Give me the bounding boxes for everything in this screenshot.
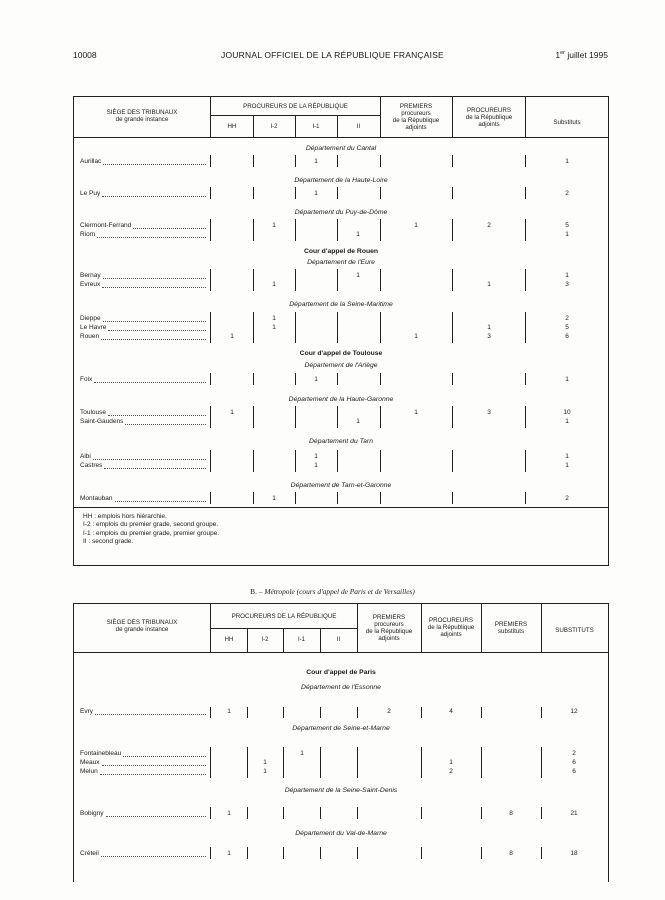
rule bbox=[74, 507, 608, 508]
court-heading: Cour d'appel de Paris bbox=[306, 669, 376, 676]
column-tick bbox=[452, 450, 453, 472]
column-tick bbox=[253, 406, 254, 428]
header-premiers-substituts: PREMIERS substituts bbox=[494, 621, 528, 635]
column-tick bbox=[247, 707, 248, 718]
cell-pp: 1 bbox=[414, 409, 418, 416]
department-heading: Département de la Seine-Maritime bbox=[289, 301, 393, 308]
cell-s: 21 bbox=[570, 810, 578, 817]
table-2-body bbox=[74, 652, 608, 882]
cell-s: 1 bbox=[565, 231, 569, 238]
tribunal-name: Rouen bbox=[80, 333, 100, 340]
column-tick bbox=[253, 492, 254, 504]
column-tick bbox=[452, 155, 453, 167]
dot-leader bbox=[103, 155, 206, 165]
column-tick bbox=[525, 373, 526, 385]
column-tick bbox=[525, 406, 526, 428]
header-procureurs: PROCUREURS DE LA RÉPUBLIQUE bbox=[243, 103, 348, 110]
rule bbox=[253, 115, 254, 137]
cell-s: 1 bbox=[565, 272, 569, 279]
cell-ps: 8 bbox=[509, 850, 513, 857]
tribunal-name: Bernay bbox=[80, 272, 101, 279]
cell-pa: 4 bbox=[449, 708, 453, 715]
publication-date: 1er juillet 1995 bbox=[555, 50, 608, 60]
cell-s: 12 bbox=[570, 708, 578, 715]
column-tick bbox=[481, 747, 482, 778]
cell-i1: 1 bbox=[314, 376, 318, 383]
header-procureurs-adjoints: PROCUREURS de la République adjoints bbox=[427, 617, 475, 638]
column-tick bbox=[320, 807, 321, 819]
column-tick bbox=[337, 187, 338, 199]
column-tick bbox=[337, 269, 338, 291]
cell-pa: 1 bbox=[487, 281, 491, 288]
column-tick bbox=[210, 373, 211, 385]
column-tick bbox=[380, 269, 381, 291]
column-tick bbox=[357, 807, 358, 819]
column-tick bbox=[295, 406, 296, 428]
column-tick bbox=[337, 155, 338, 167]
column-tick bbox=[210, 219, 211, 241]
department-heading: Département de Tarn-et-Garonne bbox=[290, 482, 392, 489]
cell-s: 1 bbox=[565, 158, 569, 165]
column-tick bbox=[421, 807, 422, 819]
cell-pa: 1 bbox=[449, 759, 453, 766]
table-row bbox=[74, 707, 608, 716]
dot-leader bbox=[102, 278, 206, 288]
column-tick bbox=[253, 312, 254, 343]
cell-s: 2 bbox=[565, 315, 569, 322]
cell-s: 6 bbox=[572, 768, 576, 775]
dot-leader bbox=[106, 807, 206, 817]
court-heading: Cour d'appel de Toulouse bbox=[299, 350, 383, 357]
table-row bbox=[74, 157, 608, 166]
column-tick bbox=[295, 187, 296, 199]
header-substituts: Substituts bbox=[553, 119, 581, 126]
dot-leader bbox=[115, 492, 206, 502]
column-tick bbox=[380, 219, 381, 241]
column-tick bbox=[247, 807, 248, 819]
cell-s: 1 bbox=[565, 418, 569, 425]
column-tick bbox=[421, 707, 422, 718]
department-heading: Département de la Haute-Loire bbox=[294, 177, 388, 184]
column-tick bbox=[253, 219, 254, 241]
tribunal-name: Saint-Gaudens bbox=[80, 418, 124, 425]
tribunal-name: Riom bbox=[80, 231, 96, 238]
dot-leader bbox=[125, 415, 206, 425]
dot-leader bbox=[95, 705, 206, 715]
dot-leader bbox=[97, 228, 206, 238]
cell-hh: 1 bbox=[227, 850, 231, 857]
rule bbox=[247, 628, 248, 652]
column-tick bbox=[210, 312, 211, 343]
cell-s: 10 bbox=[563, 409, 571, 416]
header-siege: SIÈGE DES TRIBUNAUX de grande instance bbox=[106, 619, 178, 633]
subheader-i1: I-1 bbox=[297, 637, 305, 643]
header-siege: SIÈGE DES TRIBUNAUX de grande instance bbox=[106, 109, 178, 123]
rule bbox=[320, 628, 321, 652]
tribunal-name: Bobigny bbox=[80, 810, 104, 817]
table-row bbox=[74, 230, 608, 239]
department-heading: Département de l'Essonne bbox=[301, 684, 381, 691]
column-tick bbox=[295, 219, 296, 241]
cell-ii: 1 bbox=[356, 272, 360, 279]
legend-hh: HH : emplois hors hiérarchie. bbox=[83, 513, 167, 520]
column-tick bbox=[210, 707, 211, 718]
cell-s: 3 bbox=[565, 281, 569, 288]
rule bbox=[421, 604, 422, 652]
tribunal-name: Aurillac bbox=[80, 158, 102, 165]
table-row bbox=[74, 809, 608, 818]
column-tick bbox=[380, 373, 381, 385]
cell-i2: 1 bbox=[272, 281, 276, 288]
column-tick bbox=[337, 373, 338, 385]
column-tick bbox=[525, 155, 526, 167]
tribunal-name: Melun bbox=[80, 768, 98, 775]
column-tick bbox=[380, 155, 381, 167]
department-heading: Département du Puy-de-Dôme bbox=[294, 209, 388, 216]
column-tick bbox=[320, 747, 321, 778]
cell-i1: 1 bbox=[314, 158, 318, 165]
column-tick bbox=[210, 269, 211, 291]
legend bbox=[83, 513, 219, 547]
cell-s: 6 bbox=[565, 333, 569, 340]
cell-s: 18 bbox=[570, 850, 578, 857]
column-tick bbox=[210, 450, 211, 472]
column-tick bbox=[247, 847, 248, 859]
subheader-hh: HH bbox=[224, 637, 234, 643]
column-tick bbox=[283, 807, 284, 819]
cell-pa: 3 bbox=[487, 333, 491, 340]
rule bbox=[452, 97, 453, 137]
column-tick bbox=[541, 847, 542, 859]
column-tick bbox=[247, 747, 248, 778]
column-tick bbox=[357, 747, 358, 778]
table-row bbox=[74, 849, 608, 858]
tribunal-name: Clermont-Ferrand bbox=[80, 222, 132, 229]
cell-i2: 1 bbox=[263, 768, 267, 775]
page-header bbox=[0, 50, 665, 64]
cell-s: 2 bbox=[565, 495, 569, 502]
tribunal-name: Fontainebleau bbox=[80, 750, 122, 757]
column-tick bbox=[283, 747, 284, 778]
column-tick bbox=[210, 406, 211, 428]
page-number: 10008 bbox=[73, 50, 97, 60]
column-tick bbox=[452, 373, 453, 385]
cell-hh: 1 bbox=[230, 409, 234, 416]
tribunal-name: Créteil bbox=[80, 850, 99, 857]
table-row bbox=[74, 767, 608, 776]
cell-i1: 1 bbox=[314, 462, 318, 469]
column-tick bbox=[210, 492, 211, 504]
dot-leader bbox=[101, 847, 206, 857]
column-tick bbox=[210, 155, 211, 167]
column-tick bbox=[295, 312, 296, 343]
column-tick bbox=[337, 219, 338, 241]
column-tick bbox=[525, 492, 526, 504]
cell-i1: 1 bbox=[300, 750, 304, 757]
rule bbox=[210, 604, 211, 652]
column-tick bbox=[481, 807, 482, 819]
dot-leader bbox=[104, 459, 206, 469]
rule bbox=[541, 604, 542, 652]
column-tick bbox=[525, 269, 526, 291]
column-tick bbox=[380, 492, 381, 504]
cell-hh: 1 bbox=[230, 333, 234, 340]
column-tick bbox=[253, 269, 254, 291]
header-premiers-procureurs: PREMIERS procureurs de la République adjoints bbox=[392, 103, 440, 131]
column-tick bbox=[210, 807, 211, 819]
cell-s: 1 bbox=[565, 376, 569, 383]
dot-leader bbox=[94, 373, 206, 383]
table-row bbox=[74, 494, 608, 503]
table-row bbox=[74, 189, 608, 198]
subheader-i2: I-2 bbox=[270, 124, 278, 130]
cell-pa: 2 bbox=[487, 222, 491, 229]
department-heading: Département de la Haute-Garonne bbox=[288, 396, 394, 403]
column-tick bbox=[421, 847, 422, 859]
column-tick bbox=[380, 187, 381, 199]
cell-s: 1 bbox=[565, 453, 569, 460]
tribunal-name: Foix bbox=[80, 376, 93, 383]
table-row bbox=[74, 280, 608, 289]
tribunal-name: Meaux bbox=[80, 759, 100, 766]
cell-pa: 1 bbox=[487, 324, 491, 331]
table-1-body bbox=[74, 137, 608, 507]
rule bbox=[481, 604, 482, 652]
cell-ii: 1 bbox=[356, 418, 360, 425]
subheader-hh: HH bbox=[227, 124, 237, 130]
column-tick bbox=[452, 219, 453, 241]
column-tick bbox=[380, 312, 381, 343]
column-tick bbox=[295, 155, 296, 167]
column-tick bbox=[210, 187, 211, 199]
tribunal-name: Evreux bbox=[80, 281, 101, 288]
subheader-ii: II bbox=[336, 637, 341, 643]
department-heading: Département du Cantal bbox=[305, 145, 377, 152]
cell-pp: 1 bbox=[414, 333, 418, 340]
dot-leader bbox=[102, 187, 206, 197]
column-tick bbox=[452, 406, 453, 428]
cell-s: 2 bbox=[565, 190, 569, 197]
allocation-table-2 bbox=[73, 603, 609, 882]
tribunal-name: Le Havre bbox=[80, 324, 107, 331]
cell-i2: 1 bbox=[263, 759, 267, 766]
column-tick bbox=[295, 373, 296, 385]
rule bbox=[283, 628, 284, 652]
department-heading: Département du Tarn bbox=[309, 438, 373, 445]
column-tick bbox=[295, 450, 296, 472]
tribunal-name: Montauban bbox=[80, 495, 113, 502]
cell-pa: 3 bbox=[487, 409, 491, 416]
cell-i2: 1 bbox=[272, 315, 276, 322]
department-heading: Département du Val-de-Marne bbox=[295, 830, 387, 837]
cell-s: 5 bbox=[565, 324, 569, 331]
column-tick bbox=[210, 847, 211, 859]
legend-i2: I-2 : emplois du premier grade, second groupe. bbox=[83, 521, 219, 529]
cell-s: 2 bbox=[572, 750, 576, 757]
header-procureurs: PROCUREURS DE LA RÉPUBLIQUE bbox=[231, 613, 337, 620]
cell-ii: 1 bbox=[356, 231, 360, 238]
column-tick bbox=[295, 492, 296, 504]
column-tick bbox=[481, 847, 482, 859]
rule bbox=[211, 628, 357, 629]
tribunal-name: Dieppe bbox=[80, 315, 101, 322]
rule bbox=[525, 97, 526, 137]
column-tick bbox=[320, 847, 321, 859]
column-tick bbox=[541, 747, 542, 778]
column-tick bbox=[452, 187, 453, 199]
header-premiers-procureurs: PREMIERS procureurs de la République adjoints bbox=[365, 614, 413, 642]
column-tick bbox=[253, 187, 254, 199]
cell-ps: 8 bbox=[509, 810, 513, 817]
tribunal-name: Evry bbox=[80, 708, 93, 715]
column-tick bbox=[421, 747, 422, 778]
table-row bbox=[74, 461, 608, 470]
subheader-ii: II bbox=[356, 124, 361, 130]
column-tick bbox=[295, 269, 296, 291]
table-row bbox=[74, 375, 608, 384]
rule bbox=[380, 97, 381, 137]
column-tick bbox=[525, 312, 526, 343]
column-tick bbox=[380, 406, 381, 428]
header-substituts: SUBSTITUTS bbox=[555, 627, 594, 634]
column-tick bbox=[337, 492, 338, 504]
court-heading: Cour d'appel de Rouen bbox=[303, 248, 379, 255]
department-heading: Département de la Seine-Saint-Denis bbox=[284, 787, 398, 794]
column-tick bbox=[452, 312, 453, 343]
cell-hh: 1 bbox=[227, 708, 231, 715]
cell-pa: 2 bbox=[449, 768, 453, 775]
cell-s: 6 bbox=[572, 759, 576, 766]
cell-pp: 1 bbox=[414, 222, 418, 229]
cell-s: 5 bbox=[565, 222, 569, 229]
column-tick bbox=[357, 707, 358, 718]
tribunal-name: Toulouse bbox=[80, 409, 107, 416]
subheader-i2: I-2 bbox=[261, 637, 269, 643]
table-row bbox=[74, 332, 608, 341]
column-tick bbox=[541, 807, 542, 819]
department-heading: Département de l'Ariège bbox=[304, 362, 378, 369]
cell-i2: 1 bbox=[272, 222, 276, 229]
table-row bbox=[74, 417, 608, 426]
column-tick bbox=[337, 406, 338, 428]
legend-ii: II : second grade. bbox=[83, 538, 134, 546]
cell-i1: 1 bbox=[314, 190, 318, 197]
section-b-title: B. – Métropole (cours d'appel de Paris et de Versailles) bbox=[250, 587, 415, 596]
column-tick bbox=[525, 187, 526, 199]
department-heading: Département de l'Eure bbox=[307, 259, 375, 266]
dot-leader bbox=[100, 765, 206, 775]
column-tick bbox=[337, 312, 338, 343]
column-tick bbox=[320, 707, 321, 718]
column-tick bbox=[452, 492, 453, 504]
cell-i1: 1 bbox=[314, 453, 318, 460]
column-tick bbox=[283, 707, 284, 718]
header-procureurs-adjoints: PROCUREURS de la République adjoints bbox=[465, 107, 513, 128]
column-tick bbox=[380, 450, 381, 472]
cell-s: 1 bbox=[565, 462, 569, 469]
cell-hh: 1 bbox=[227, 810, 231, 817]
legend-i1: I-1 : emplois du premier grade, premier groupe. bbox=[83, 529, 220, 537]
allocation-table-1 bbox=[73, 96, 609, 566]
subheader-i1: I-1 bbox=[312, 124, 320, 130]
column-tick bbox=[253, 450, 254, 472]
column-tick bbox=[452, 269, 453, 291]
column-tick bbox=[541, 707, 542, 718]
column-tick bbox=[525, 219, 526, 241]
journal-title: JOURNAL OFFICIEL DE LA RÉPUBLIQUE FRANÇAISE bbox=[221, 50, 444, 60]
column-tick bbox=[253, 373, 254, 385]
rule bbox=[210, 97, 211, 137]
column-tick bbox=[337, 450, 338, 472]
tribunal-name: Albi bbox=[80, 453, 91, 460]
column-tick bbox=[357, 847, 358, 859]
rule bbox=[337, 115, 338, 137]
rule bbox=[357, 604, 358, 652]
column-tick bbox=[210, 747, 211, 778]
column-tick bbox=[283, 847, 284, 859]
column-tick bbox=[253, 155, 254, 167]
cell-i2: 1 bbox=[272, 324, 276, 331]
rule bbox=[295, 115, 296, 137]
tribunal-name: Le Puy bbox=[80, 190, 101, 197]
column-tick bbox=[481, 707, 482, 718]
dot-leader bbox=[101, 330, 206, 340]
cell-pp: 2 bbox=[387, 708, 391, 715]
department-heading: Département de Seine-et-Marne bbox=[292, 725, 390, 732]
column-tick bbox=[525, 450, 526, 472]
tribunal-name: Castres bbox=[80, 462, 103, 469]
cell-i2: 1 bbox=[272, 495, 276, 502]
